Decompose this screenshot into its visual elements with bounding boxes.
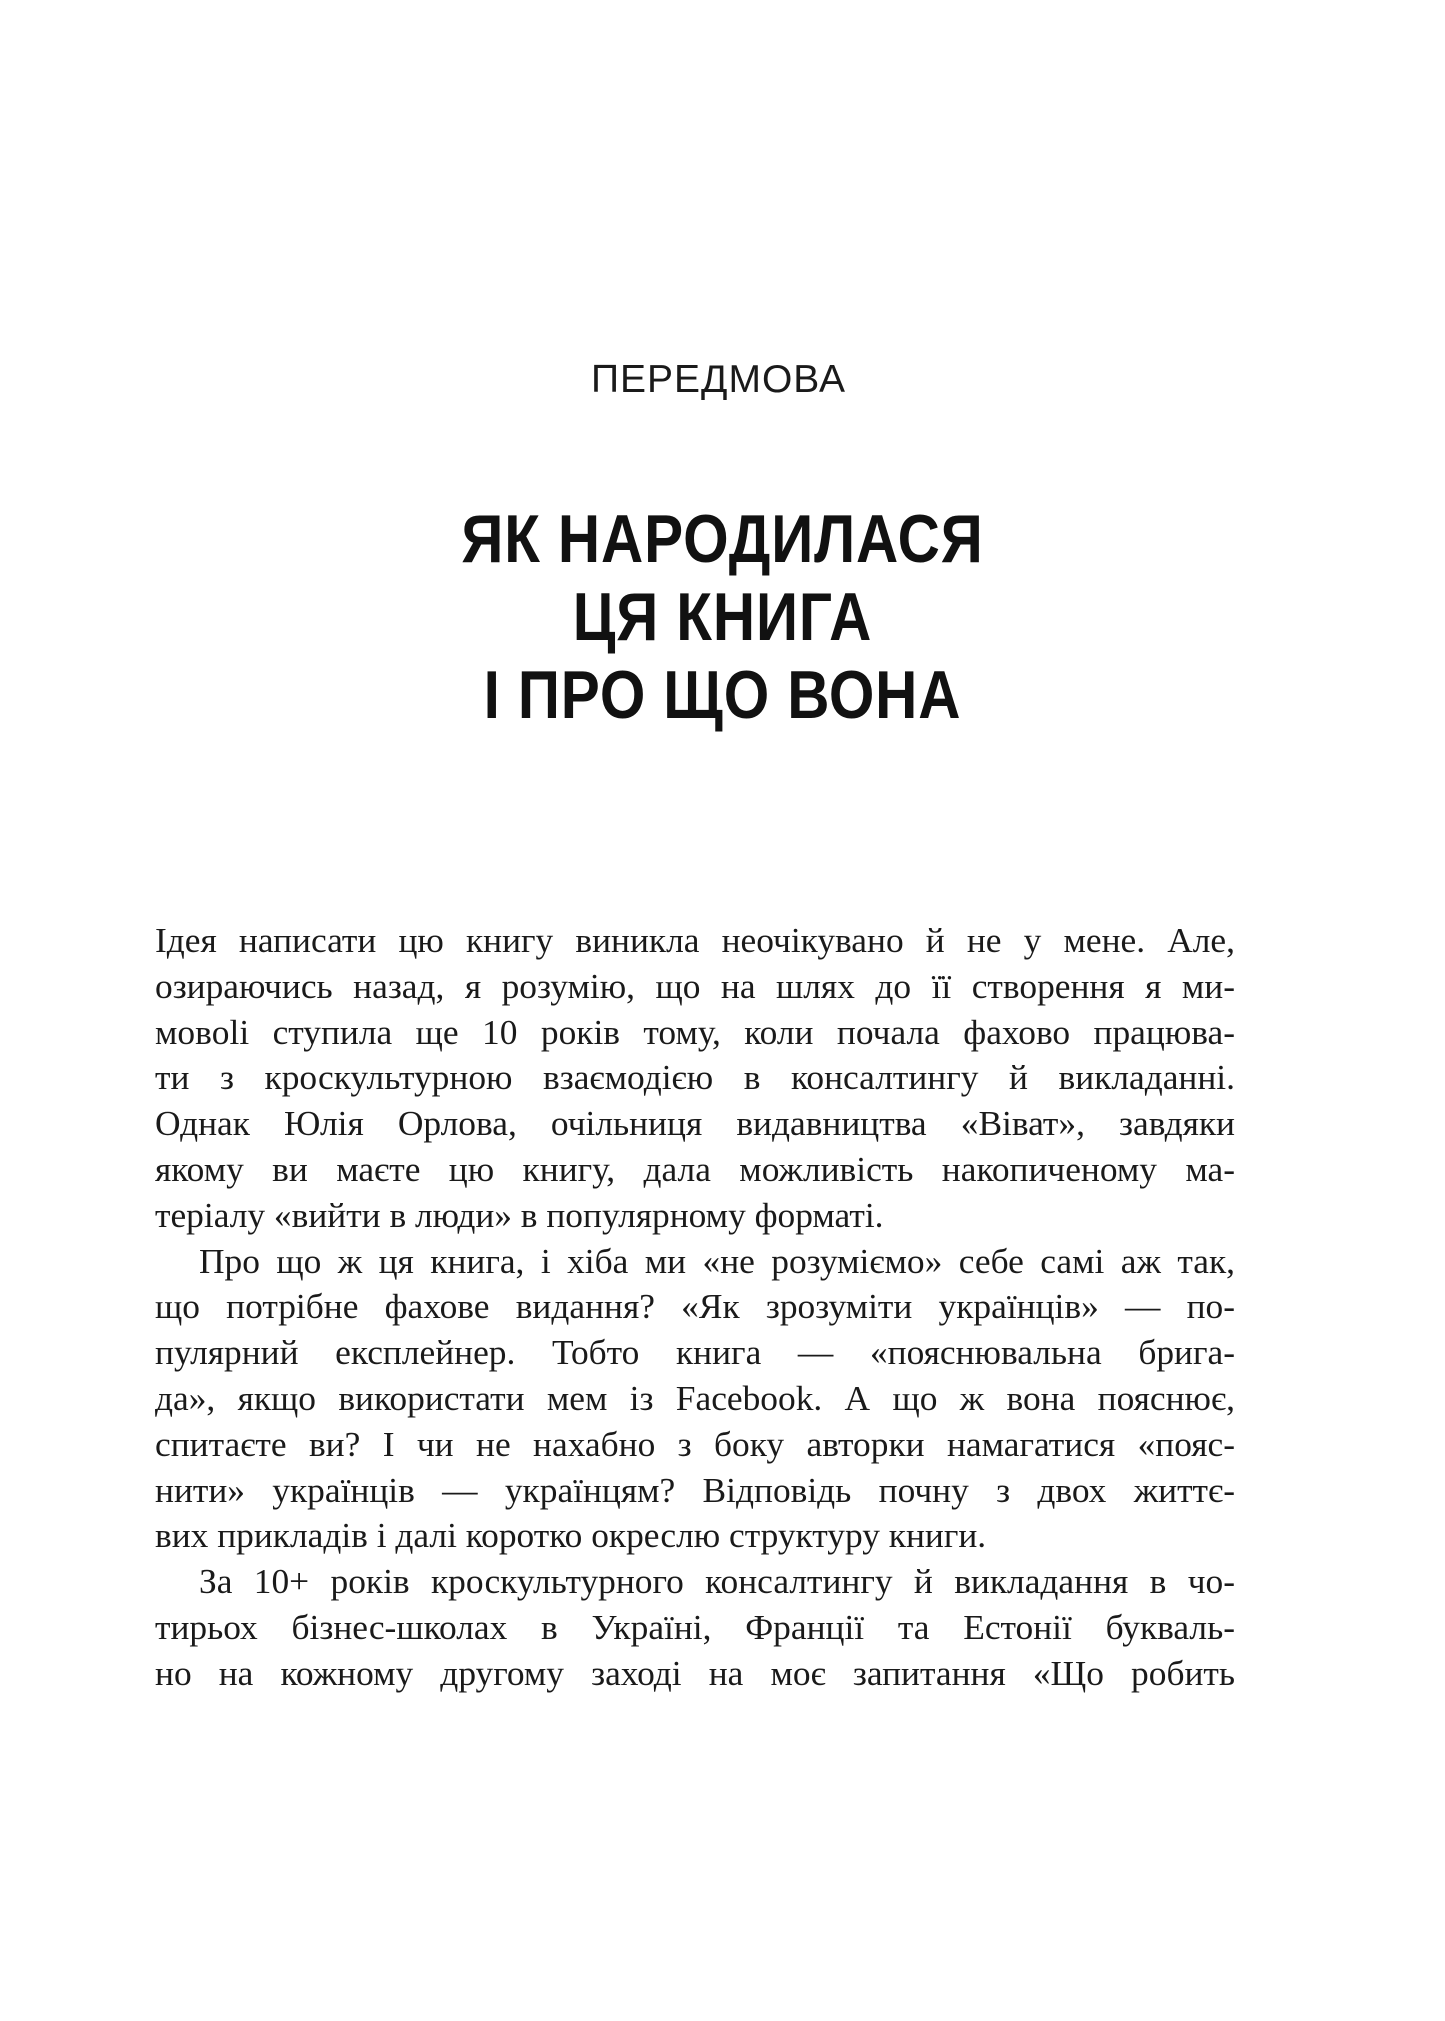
paragraph-line: Однак Юлія Орлова, очільниця видавництва «Віват», завдяки (155, 1103, 1235, 1144)
chapter-title-line-2: ЦЯ КНИГА (572, 579, 873, 655)
paragraph-2 (155, 1239, 1235, 1560)
paragraph-line: ти з кроскультурною взаємодією в консалтингу й викладанні. (155, 1057, 1235, 1098)
section-label (0, 358, 1445, 402)
paragraph-line: озираючись назад, я розумію, що на шлях до її створення я ми- (155, 965, 1235, 1006)
paragraph-line: мовolі ступила ще 10 років тому, коли почала фахово працюва- (155, 1011, 1235, 1052)
paragraph-line: тирьох бізнес-школах в Україні, Франції та Естонії букваль- (155, 1606, 1235, 1647)
chapter-title-line-1: ЯК НАРОДИЛАСЯ (461, 501, 984, 577)
paragraph-line: да», якщо використати мем із Facebook. А що ж вона пояснює, (155, 1377, 1235, 1418)
paragraph-line: Ідея написати цю книгу виникла неочікувано й не у мене. Але, (155, 920, 1235, 960)
paragraph-1 (155, 918, 1235, 1239)
paragraph-line: но на кожному другому заході на моє запитання «Що робить (155, 1652, 1235, 1693)
paragraph-line: Про що ж ця книга, і хіба ми «не розуміємо» себе самі аж так, (199, 1240, 1235, 1281)
chapter-title-line-3: І ПРО ЩО ВОНА (483, 657, 962, 733)
paragraph-line: теріалу «вийти в люди» в популярному форматі. (155, 1194, 884, 1235)
paragraph-line: вих прикладів і далі коротко окреслю структуру книги. (155, 1515, 987, 1556)
chapter-title (0, 500, 1445, 734)
paragraph-line: спитаєте ви? І чи не нахабно з боку авторки намагатися «пояс- (155, 1423, 1235, 1464)
paragraph-line: пулярний експлейнер. Тобто книга — «пояснювальна брига- (155, 1332, 1235, 1373)
paragraph-line: нити» українців — українцям? Відповідь почну з двох життє- (155, 1469, 1235, 1510)
paragraph-line: За 10+ років кроскультурного консалтингу й викладання в чо- (199, 1561, 1235, 1602)
paragraph-3 (155, 1559, 1235, 1696)
paragraph-line: що потрібне фахове видання? «Як зрозуміти українців» — по- (155, 1286, 1235, 1327)
paragraph-line: якому ви маєте цю книгу, дала можливість накопиченому ма- (155, 1148, 1235, 1189)
section-label-text: ПЕРЕДМОВА (590, 358, 847, 401)
body-text (155, 918, 1235, 1697)
